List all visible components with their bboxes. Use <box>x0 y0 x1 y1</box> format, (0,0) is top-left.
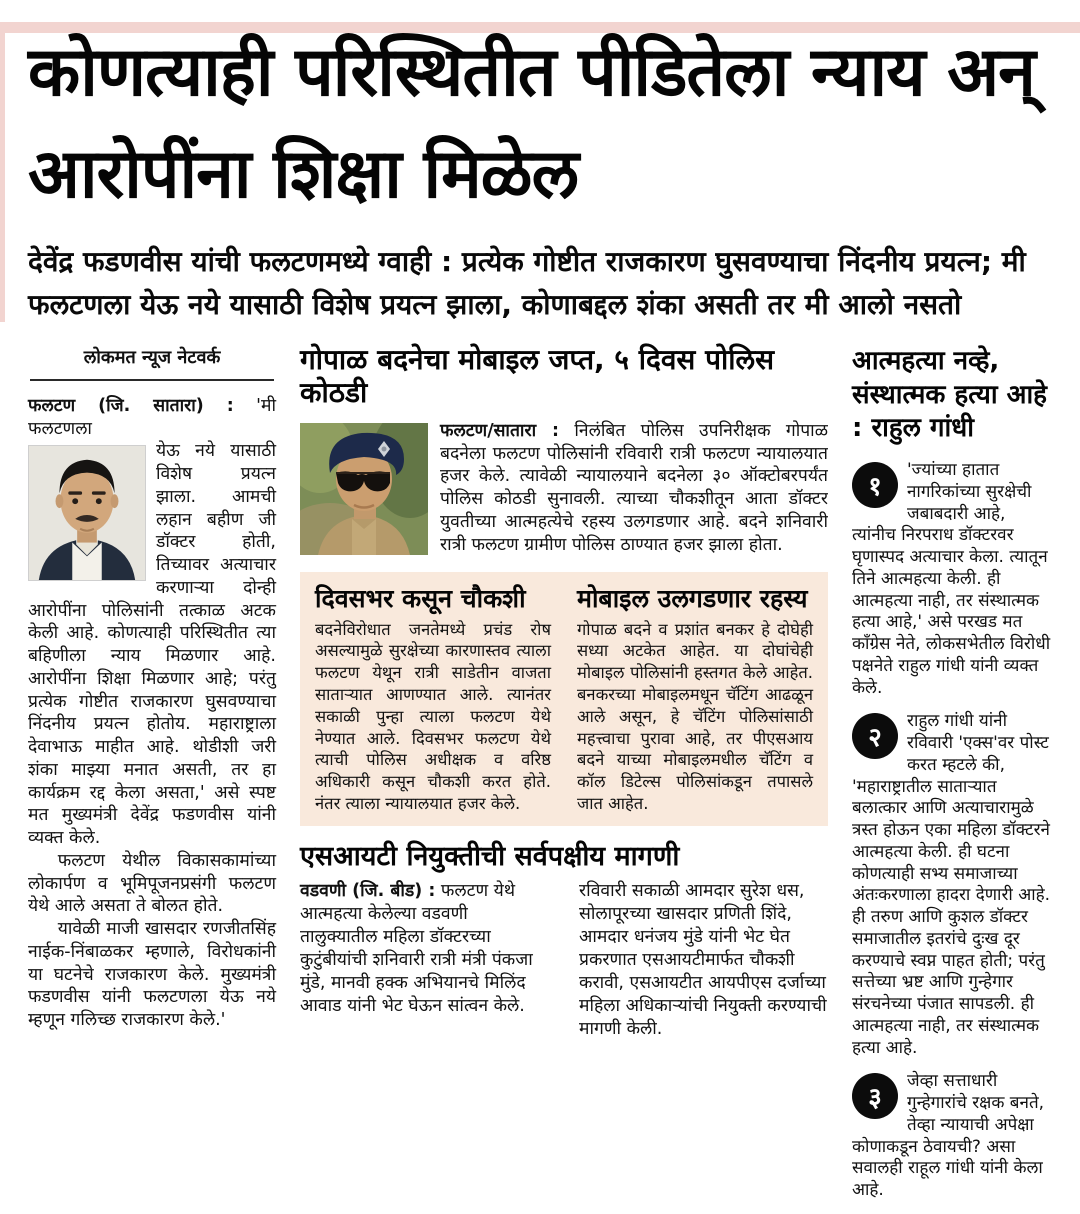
sit-dateline: वडवणी (जि. बीड) : <box>300 880 436 901</box>
sit-col-2 <box>579 880 828 1042</box>
left-article <box>28 343 276 1032</box>
sit-section-columns <box>300 880 828 1042</box>
left-article-para: यावेळी माजी खासदार रणजीतसिंह नाईक-निंबाळकर म्हणाले, विरोधकांनी या घटनेचे राजकारण केले. मुख्यमंत्री फडणवीस यांनी फलटणला येऊ नये म्हणून गलिच्छ राजकारण केले.' <box>28 919 276 1031</box>
mid-article-lead <box>300 420 828 559</box>
scan-edge-left <box>0 22 5 322</box>
highlight-box <box>300 572 828 826</box>
byline: लोकमत न्यूज नेटवर्क <box>30 343 274 381</box>
mid-article-headline: गोपाळ बदनेचा मोबाइल जप्त, ५ दिवस पोलिस कोठडी <box>300 342 775 410</box>
infobox-inquiry <box>315 585 551 815</box>
infobox-title: दिवसभर कसून चौकशी <box>315 583 526 613</box>
sit-col-1 <box>300 880 549 1042</box>
left-article-para: येऊ नये यासाठी विशेष प्रयत्न झाला. आमची लहान बहीण जी डॉक्टर होती, तिच्यावर अत्याचार करणाऱ्या दोन्ही आरोपींना पोलिसांनी तत्काळ अटक केली आहे. कोणत्याही परिस्थितीत त्या बहिणीला न्याय मिळणार आहे. आरोपींना शिक्षा मिळणार आहे; परंतु प्रत्येक गोष्टीत राजकारण घुसवण्याचा निंदनीय प्रयत्न होतोय. महाराष्ट्राला देवाभाऊ माहीत आहे. थोडीशी जरी शंका माझ्या मनात असती, तर हा कार्यक्रम रद्द केला असता,' असे स्पष्ट मत मुख्यमंत्री देवेंद्र फडणवीस यांनी व्यक्त केले. <box>28 441 276 849</box>
infobox-mobile <box>577 585 813 815</box>
number-badge-1: १ <box>852 462 898 508</box>
main-headline: कोणत्याही परिस्थितीत पीडितेला न्याय अन् आरोपींना शिक्षा मिळेल <box>28 33 1035 214</box>
left-article-lead: फलटण (जि. सातारा) : 'मी फलटणला <box>28 395 276 439</box>
infobox-title: मोबाइल उलगडणार रहस्य <box>577 583 808 613</box>
mid-dateline: फलटण/सातारा : <box>440 420 560 441</box>
mid-article <box>300 343 828 1042</box>
officer-portrait-illustration <box>300 423 428 555</box>
numbered-point-text: 'ज्यांच्या हातात नागरिकांच्या सुरक्षेची जबाबदारी आहे, त्यांनीच निरपराध डॉक्टरवर घृणास्पद अत्याचार केला. त्यातून तिने आत्महत्या केली. ही आत्महत्या नाही, तर संस्थात्मक हत्या आहे,' असे परखड मत काँग्रेस नेते, लोकसभेतील विरोधी पक्षनेते राहुल गांधी यांनी व्यक्त केले. <box>852 460 1051 698</box>
infobox-body: गोपाळ बदने व प्रशांत बनकर हे दोघेही सध्या अटकेत आहेत. या दोघांचेही मोबाइल पोलिसांनी हस्तगत केले आहेत. बनकरच्या मोबाइलमधून चॅटिंग आढळून आले असून, हे चॅटिंग पोलिसांसाठी महत्त्वाचा पुरावा आहे, तर पीएसआय बदने याच्या मोबाइलमधील चॅटिंग व कॉल डिटेल्स पोलिसांकडून तपासले जात आहेत. <box>577 619 813 813</box>
sit-section-headline: एसआयटी नियुक्तीची सर्वपक्षीय मागणी <box>300 840 680 872</box>
article-columns <box>0 337 1080 1214</box>
police-officer-photo <box>300 423 428 555</box>
numbered-point-3 <box>852 1071 1054 1202</box>
number-badge-2: २ <box>852 713 898 759</box>
right-article <box>852 343 1054 1214</box>
infobox-body: बदनेविरोधात जनतेमध्ये प्रचंड रोष असल्यामुळे सुरक्षेच्या कारणास्तव त्याला फलटण येथून रात्री साडेतीन वाजता साताऱ्यात आणण्यात आले. त्यानंतर सकाळी पुन्हा त्याला फलटण येथे नेण्यात आले. दिवसभर फलटण येथे त्याची पोलिस अधीक्षक व वरिष्ठ अधिकारी कसून चौकशी करत होते. नंतर त्याला न्यायालयात हजर केले. <box>315 619 551 813</box>
right-article-headline: आत्महत्या नव्हे, संस्थात्मक हत्या आहे : राहुल गांधी <box>852 345 1047 444</box>
sit-col-text: वडवणी (जि. बीड) : फलटण येथे आत्महत्या केलेल्या वडवणी तालुक्यातील महिला डॉक्टरच्या कुटुंबीयांची शनिवारी रात्री मंत्री पंकजा मुंडे, मानवी हक्क अभियानचे मिलिंद आवाड यांनी भेट घेऊन सांत्वन केले. <box>300 880 533 1017</box>
dateline: फलटण (जि. सातारा) : <box>28 395 234 416</box>
numbered-point-2 <box>852 711 1054 1059</box>
numbered-point-text: राहुल गांधी यांनी रविवारी 'एक्स'वर पोस्ट करत म्हटले की, 'महाराष्ट्रातील साताऱ्यात बलात्कार आणि अत्याचारामुळे त्रस्त होऊन एका महिला डॉक्टरने आत्महत्या केली. ही घटना कोणत्याही सभ्य समाजाच्या अंतःकरणाला हादरा देणारी आहे. ही तरुण आणि कुशल डॉक्टर समाजातील इतरांचे दुःख दूर करण्याचे स्वप्न पाहत होती; परंतु सत्तेच्या भ्रष्ट आणि गुन्हेगार संरचनेच्या पंजात सापडली. ही आत्महत्या नाही, तर संस्थात्मक हत्या आहे. <box>852 711 1051 1058</box>
fadnavis-portrait-illustration <box>29 446 145 580</box>
number-badge-3: ३ <box>852 1073 898 1119</box>
sub-headline: देवेंद्र फडणवीस यांची फलटणमध्ये ग्वाही : प्रत्येक गोष्टीत राजकारण घुसवण्याचा निंदनीय प्रयत्न; मी फलटणला येऊ नये यासाठी विशेष प्रयत्न झाला, कोणाबद्दल शंका असती तर मी आलो नसतो <box>28 245 1026 322</box>
numbered-point-1 <box>852 460 1054 699</box>
numbered-point-text: जेव्हा सत्ताधारी गुन्हेगारांचे रक्षक बनते, तेव्हा न्यायाची अपेक्षा कोणाकडून ठेवायची? असा सवालही राहूल गांधी यांनी केला आहे. <box>852 1071 1045 1201</box>
sit-col-text: रविवारी सकाळी आमदार सुरेश धस, सोलापूरच्या खासदार प्रणिती शिंदे, आमदार धनंजय मुंडे यांनी भेट घेत प्रकरणात एसआयटीमार्फत चौकशी करावी, एसआयटीत आयपीएस दर्जाच्या महिला अधिकाऱ्यांची नियुक्ती करण्याची मागणी केली. <box>579 880 827 1040</box>
fadnavis-photo <box>28 445 146 581</box>
mid-article-text: फलटण/सातारा : निलंबित पोलिस उपनिरीक्षक गोपाळ बदनेला फलटण पोलिसांनी रविवारी रात्री फलटण न्यायालयात हजर केले. त्यावेळी न्यायालयाने बदनेला ३० ऑक्टोबरपर्यंत पोलिस कोठडी सुनावली. त्याच्या चौकशीतून आता डॉक्टर युवतीच्या आत्महत्येचे रहस्य उलगडणार आहे. बदने शनिवारी रात्री फलटण ग्रामीण पोलिस ठाण्यात हजर झाला होता. <box>440 420 828 555</box>
scan-edge-top <box>0 22 1080 33</box>
left-article-para: फलटण येथील विकासकामांच्या लोकार्पण व भूमिपूजनप्रसंगी फलटण येथे आले असता ते बोलत होते. <box>28 850 276 917</box>
